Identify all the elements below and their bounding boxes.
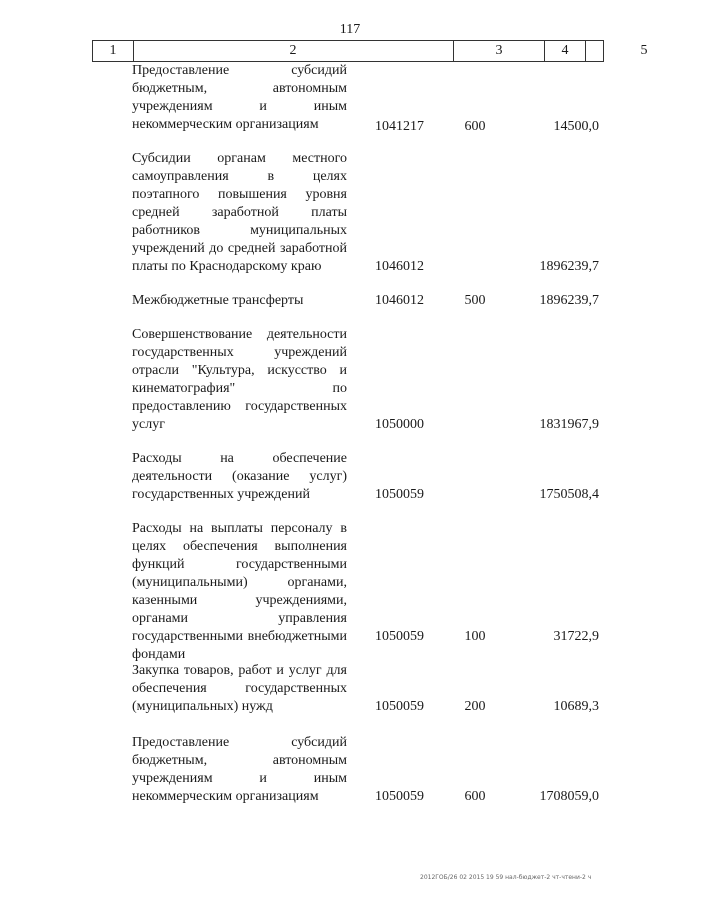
row-code: 1050059 (375, 699, 424, 714)
row-amount: 1708059,0 (539, 789, 599, 804)
footer-filename: 2012ГОБ/26 02 2015 19 59 нал-бюджет-2 чт-чтени-2 ч (420, 874, 592, 881)
row-description: Совершенствование деятельности государственных учреждений отрасли "Культура, искусство и кинематография" по предоставлению государственных услуг (132, 327, 347, 432)
row-description: Расходы на обеспечение деятельности (оказание услуг) государственных учреждений (132, 451, 347, 502)
row-code: 1046012 (375, 259, 424, 274)
row-description: Межбюджетные трансферты (132, 293, 304, 308)
row-code: 1050000 (375, 417, 424, 432)
row-code: 1046012 (375, 293, 424, 308)
row-amount: 1896239,7 (539, 293, 599, 308)
header-col-3: 3 (454, 41, 545, 61)
row-amount: 1896239,7 (539, 259, 599, 274)
table-header-row (92, 40, 648, 62)
row-expense-type: 600 (464, 789, 486, 804)
row-description: Закупка товаров, работ и услуг для обеспечения государственных (муниципальных) нужд (132, 663, 347, 714)
row-code: 1050059 (375, 629, 424, 644)
row-description: Предоставление субсидий бюджетным, автономным учреждениям и иным некоммерческим организациям (132, 735, 347, 804)
row-code: 1050059 (375, 789, 424, 804)
row-code: 1041217 (375, 119, 424, 134)
page-number: 117 (339, 22, 361, 37)
row-expense-type: 600 (464, 119, 486, 134)
row-expense-type: 500 (464, 293, 486, 308)
header-col-5: 5 (640, 43, 648, 58)
row-amount: 1831967,9 (539, 417, 599, 432)
row-amount: 10689,3 (553, 699, 599, 714)
row-expense-type: 100 (464, 629, 486, 644)
header-col-4: 4 (545, 41, 586, 61)
row-amount: 14500,0 (553, 119, 599, 134)
row-amount: 31722,9 (553, 629, 599, 644)
row-description: Субсидии органам местного самоуправления в целях поэтапного повышения уровня средней заработной платы работников муниципальных учреждений до средней заработной платы по Краснодарскому краю (132, 151, 347, 274)
row-code: 1050059 (375, 487, 424, 502)
row-amount: 1750508,4 (539, 487, 599, 502)
row-description: Предоставление субсидий бюджетным, автономным учреждениям и иным некоммерческим организациям (132, 63, 347, 132)
header-col-2: 2 (133, 41, 454, 61)
row-description: Расходы на выплаты персоналу в целях обеспечения выполнения функций государственными (муниципальными) органами, казенными учреждениями, органами управления государственными внебюджетными фондами (132, 521, 347, 662)
header-col-1: 1 (93, 41, 134, 61)
row-expense-type: 200 (464, 699, 486, 714)
